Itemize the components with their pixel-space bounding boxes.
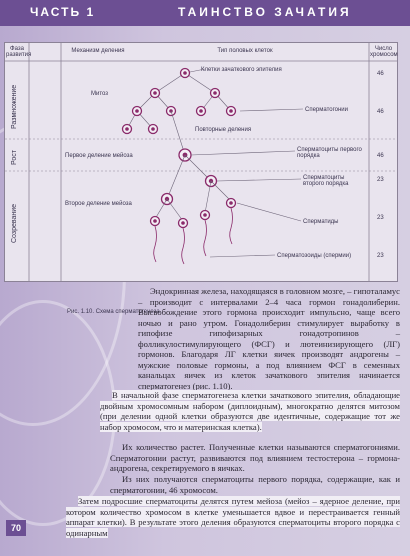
paragraph-text: Из них получаются сперматоциты первого порядка, содержащие, как и сперматогонии, 46 хромосом.	[110, 474, 400, 495]
chromosome-count: 23	[377, 253, 384, 259]
connector-line	[240, 109, 303, 111]
cell-diagram	[5, 43, 397, 281]
connector-line	[210, 255, 275, 257]
connector-line	[211, 181, 231, 201]
cell-nucleus	[203, 213, 207, 217]
label-mitosis: Митоз	[91, 91, 109, 97]
cell-nucleus	[199, 109, 203, 113]
chromosome-count: 46	[377, 153, 384, 159]
connector-line	[191, 151, 295, 155]
label-germ-cells: Клетки зачаткового эпителия	[201, 67, 282, 73]
connector-line	[167, 199, 183, 221]
paragraph-text: Затем подросшие сперматоциты делятся путем мейоза (мейоз – ядерное деление, при котором количество хромосом в клетке уменьшается вдвое и перестраивается генный аппарат клетки). В результате этого деления образуются сперматоциты второго порядка с одинарным	[66, 496, 400, 538]
column-chromosomes: Число хромосом	[370, 46, 398, 58]
paragraph-4	[110, 474, 400, 495]
connector-line	[155, 73, 185, 93]
cell-nucleus	[229, 109, 233, 113]
label-repeated-divisions: Повторные деления	[195, 127, 252, 133]
cell-nucleus	[229, 201, 233, 205]
column-phase: Фаза развития	[6, 46, 32, 58]
label-spermatozoa: Сперматозоиды (спермии)	[277, 253, 352, 259]
paragraph-2	[100, 390, 400, 432]
cell-nucleus	[213, 91, 217, 95]
paragraph-text: Эндокринная железа, находящаяся в головном мозге, – гипоталамус – производит с интервалами 2–4 часа гормон гонадолиберин. Высвобождение этого гормона происходит импульсно, чаще всего ночью и рано утром. Гонадолиберин стимулирует выработку в гипофизе гипофизарных гонадотропинов – фолликулостимулирующего (ФСГ) и лютеинизирующего (ЛГ) гормонов. Благодаря ЛГ клетки яичек производят андрогены – мужские половые гормоны, а под влиянием ФСГ в семенных канальцах яичек из клеток зачаткового эпителия начинается сперматогенез (рис. 1.10).	[138, 286, 400, 391]
chromosome-count: 46	[377, 71, 384, 77]
connector-line	[217, 179, 301, 181]
chapter-label: ЧАСТЬ 1	[30, 5, 96, 19]
label-spermatogonia: Сперматогонии	[305, 107, 349, 113]
column-cell-type: Тип половых клеток	[217, 48, 273, 54]
phase-maturation: Созревание	[11, 203, 18, 243]
phase-reproduction: Размножение	[11, 84, 18, 129]
connector-line	[171, 111, 185, 155]
spermatozoon-tail	[230, 208, 233, 244]
connector-line	[167, 155, 185, 199]
spermatozoon-tail	[182, 228, 185, 264]
spermatozoon-tail	[154, 226, 157, 262]
chapter-title: ТАИНСТВО ЗАЧАТИЯ	[178, 5, 352, 19]
cell-nucleus	[135, 109, 139, 113]
cell-nucleus	[153, 219, 157, 223]
cell-nucleus	[181, 221, 185, 225]
phase-growth: Рост	[11, 150, 18, 165]
cell-nucleus	[153, 91, 157, 95]
spermatozoon-tail	[204, 220, 207, 256]
label-first-meiosis: Первое деление мейоза	[65, 153, 133, 159]
page-header	[0, 0, 410, 26]
label-second-meiosis: Второе деление мейоза	[65, 201, 132, 207]
label-spermatocytes-2: Сперматоциты второго порядка	[303, 175, 349, 187]
connector-line	[155, 199, 167, 219]
paragraph-3	[110, 442, 400, 474]
paragraph-1	[138, 286, 400, 391]
paragraph-text: В начальной фазе сперматогенеза клетки зачаткового эпителия, обладающие двойным хромосомным набором (диплоидным), многократно делятся митозом (при делении одной клетки образуются две идентичные, содержащие тот же набор хромосом, что и материнская клетка).	[100, 390, 400, 432]
label-spermatids: Сперматиды	[303, 219, 339, 225]
chromosome-count: 23	[377, 215, 384, 221]
column-mechanism: Механизм деления	[71, 48, 125, 54]
connector-line	[185, 73, 215, 93]
chromosome-count: 46	[377, 109, 384, 115]
connector-line	[237, 203, 301, 221]
chromosome-count: 23	[377, 177, 384, 183]
paragraph-text: Их количество растет. Полученные клетки называются сперматогониями. Сперматогонии растут, развиваются под влиянием тестостерона – гормона-андрогена, секретируемого в яичках.	[110, 442, 400, 473]
spermatogenesis-figure	[4, 42, 398, 315]
cell-nucleus	[125, 127, 129, 131]
page-number: 70	[6, 520, 26, 536]
label-spermatocytes-1: Сперматоциты первого порядка	[297, 147, 362, 159]
cell-nucleus	[183, 71, 187, 75]
paragraph-5	[66, 496, 400, 538]
figure-caption: Рис. 1.10. Схема сперматогенеза	[67, 309, 160, 315]
cell-nucleus	[151, 127, 155, 131]
